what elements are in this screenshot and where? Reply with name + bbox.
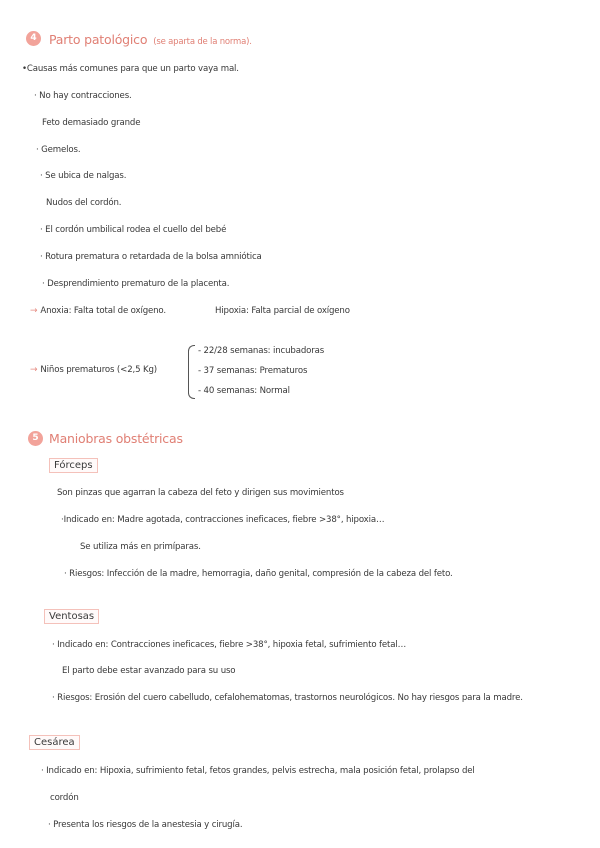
cause-item: Feto demasiado grande — [42, 118, 141, 128]
cause-item: Nudos del cordón. — [46, 198, 122, 208]
cesarea-indicated: · Indicado en: Hipoxia, sufrimiento fetal, fetos grandes, pelvis estrecha, mala posición fetal, prolapso del — [41, 766, 475, 776]
cause-item: · El cordón umbilical rodea el cuello del bebé — [40, 225, 227, 235]
anoxia-text: Anoxia: Falta total de oxígeno. — [40, 306, 166, 316]
arrow-right-icon: → — [30, 306, 38, 316]
premature-item: - 22/28 semanas: incubadoras — [198, 346, 325, 356]
cause-item: · No hay contracciones. — [34, 91, 132, 101]
section-4-note: (se aparta de la norma). — [153, 37, 252, 47]
arrow-right-icon: → — [30, 365, 38, 375]
cesarea-heading: Cesárea — [29, 735, 80, 750]
forceps-indicated: ·Indicado en: Madre agotada, contracciones ineficaces, fiebre >38°, hipoxia… — [61, 515, 385, 525]
forceps-heading: Fórceps — [49, 458, 98, 473]
section-4-title — [49, 32, 252, 47]
cesarea-indicated-continued: cordón — [50, 793, 79, 803]
ventosas-indicated: · Indicado en: Contracciones ineficaces, fiebre >38°, hipoxia fetal, sufrimiento fetal… — [52, 640, 407, 650]
ventosas-risks: · Riesgos: Erosión del cuero cabelludo, cefalohematomas, trastornos neurológicos. No hay riesgos para la madre. — [52, 693, 523, 703]
anoxia-line — [30, 306, 166, 316]
premature-item: - 37 semanas: Prematuros — [198, 366, 308, 376]
cause-item: · Rotura prematura o retardada de la bolsa amniótica — [40, 252, 262, 262]
brace-icon — [188, 345, 195, 399]
section-5-title: Maniobras obstétricas — [49, 431, 183, 446]
section-4-number-badge: 4 — [26, 31, 41, 46]
forceps-description: Son pinzas que agarran la cabeza del feto y dirigen sus movimientos — [57, 488, 344, 498]
forceps-risks: · Riesgos: Infección de la madre, hemorragia, daño genital, compresión de la cabeza del feto. — [64, 569, 453, 579]
cause-item: · Gemelos. — [36, 145, 81, 155]
ventosas-heading: Ventosas — [44, 609, 99, 624]
cesarea-risks: · Presenta los riesgos de la anestesia y cirugía. — [48, 820, 243, 830]
forceps-primiparas-note: Se utiliza más en primíparas. — [80, 542, 201, 552]
premature-line — [30, 365, 157, 375]
causes-intro: •Causas más comunes para que un parto vaya mal. — [22, 64, 239, 74]
premature-item: - 40 semanas: Normal — [198, 386, 290, 396]
premature-label: Niños prematuros (<2,5 Kg) — [40, 365, 157, 375]
section-4-title-text: Parto patológico — [49, 32, 148, 47]
section-5-number-badge: 5 — [28, 431, 43, 446]
ventosas-note: El parto debe estar avanzado para su uso — [62, 666, 236, 676]
cause-item: · Se ubica de nalgas. — [40, 171, 127, 181]
hipoxia-text: Hipoxia: Falta parcial de oxígeno — [215, 306, 350, 316]
cause-item: · Desprendimiento prematuro de la placenta. — [42, 279, 230, 289]
